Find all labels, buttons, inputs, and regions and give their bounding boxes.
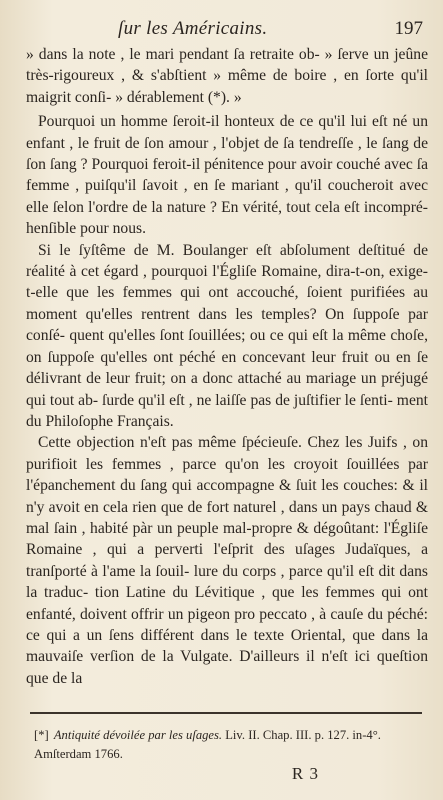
- running-head: ſur les Américains.: [118, 18, 268, 39]
- body-paragraph: Si le ſyſtême de M. Boulanger eſt abſolument deſtitué de réalité à cet égard , pourquoi l'Égliſe Romaine, dira-t-on, exige-t-elle que les femmes qui ont accouché, ſoient purifiées au moment qu'elles rentrent dans les temples? On ſuppoſe par conſé- quent qu'elles ſont ſouillées; ou ce qui eſt la même choſe, on ſuppoſe qu'elles ont péché en concevant leur fruit ou en ſe délivrant de leur fruit; on a donc attaché au mariage un préjugé qui tout ab- ſurde qu'il eſt , ne laiſſe pas de juſtifier le ſenti- ment du Philoſophe Français.: [26, 241, 428, 430]
- footnote-rule: [30, 712, 422, 714]
- body-paragraph: Pourquoi un homme ſeroit-il honteux de ce qu'il lui eſt né un enfant , le fruit de ſon amour , l'objet de ſa tendreſſe , le ſang de ſon ſang ? Pourquoi feroit-il pénitence pour avoir couché avec ſa femme , puiſqu'il ſavoit , en ſe mariant , qu'il coucheroit avec elle ſelon l'ordre de la nature ? En vérité, tout cela eſt incompré- henſible pour nous.: [26, 113, 428, 238]
- footnote-title: Antiquité dévoilée par les uſages.: [53, 728, 223, 742]
- signature-mark: R 3: [291, 764, 319, 783]
- footnote-mark: [*]: [34, 728, 49, 742]
- page-body: [26, 44, 428, 689]
- quotation-paragraph: » dans la note , le mari pendant ſa retraite ob- » ſerve un jeûne très-rigoureux , & s'abſtient » même de boire , en ſorte qu'il maigrit conſi- » dérablement (*). »: [26, 46, 428, 106]
- page-number: 197: [394, 18, 423, 39]
- footnote: [34, 726, 429, 764]
- footnote-reference: Liv. II. Chap. III. p. 127. in-4°. Amſterdam 1766.: [34, 728, 381, 761]
- body-paragraph: Cette objection n'eſt pas même ſpécieuſe. Chez les Juifs , on purifioit les femmes , parce qu'on les croyoit ſouillées par l'épanchement du ſang qui accompagne & ſuit les couches: & il n'y avoit en cela rien que de fort naturel , dans un pays chaud & mal ſain , habité pàr un peuple mal-propre & dégoûtant: l'Égliſe Romaine , qui a perverti l'eſprit des uſages Judaïques, a tranſporté à l'ame la ſouil- lure du corps , parce qu'il eſt dit dans la traduc- tion Latine du Lévitique , que les femmes qui ont enfanté, doivent offrir un pigeon pro peccato , à cauſe du péché: ce qui a un ſens différent dans le texte Oriental, que dans la mauvaiſe verſion de la Vulgate. D'ailleurs il n'eſt ici queſtion que de la: [26, 434, 428, 687]
- page-header: [0, 12, 443, 42]
